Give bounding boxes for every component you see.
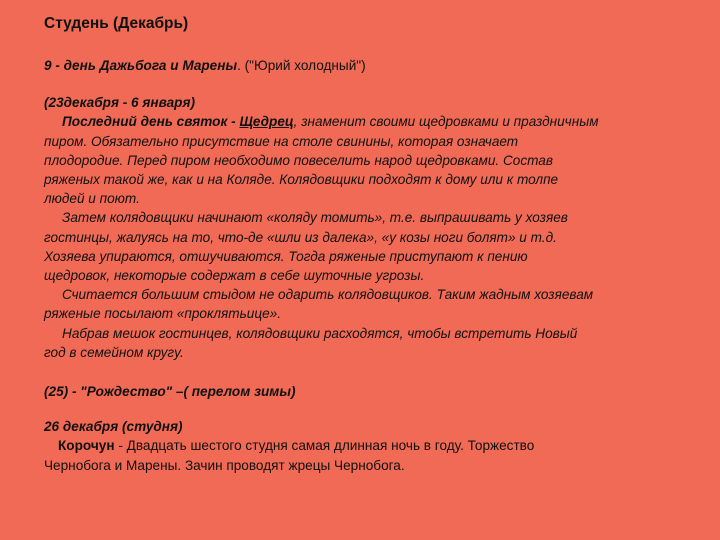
shchedrets-line-4: ряженых такой же, как и на Коляде. Колядовщики подходят к дому или к толпе: [44, 172, 559, 188]
shchedrets-line-7: гостинцы, жалуясь на то, что-де «шли из далека», «у козы ноги болят» и т.д.: [44, 229, 557, 245]
shchedrets-range: (23декабря - 6 января): [44, 95, 196, 111]
shchedrets-line-10: Считается большим стыдом не одарить колядовщиков. Таким жадным хозяевам: [62, 287, 594, 303]
day-26-line-1: [44, 436, 680, 455]
day-26-date: 26 декабря (студня): [44, 419, 183, 435]
day-9-date: 9 - день Дажьбога и Марены: [44, 58, 238, 73]
shchedrets-line-12: Набрав мешок гостинцев, колядовщики расходятся, чтобы встретить Новый: [62, 325, 578, 341]
day-26-line-1-rest: - Двадцать шестого студня самая длинная ночь в году. Торжество: [114, 438, 535, 454]
page-title: Студень (Декабрь): [44, 15, 189, 32]
shchedrets-line-13: год в семейном кругу.: [44, 344, 184, 360]
shchedrets-line-9: щедровок, некоторые содержат в себе шуточные угрозы.: [44, 268, 425, 284]
shchedrets-line-11: ряженые посылают «проклятьице».: [44, 306, 282, 322]
shchedrets-line-5: людей и поют.: [44, 191, 140, 207]
shchedrets-line-1: [44, 112, 680, 131]
day-9-rest: . ("Юрий холодный"): [237, 58, 366, 73]
day-26-line-2: Чернобога и Марены. Зачин проводят жрецы Чернобога.: [44, 457, 405, 473]
shchedrets-heading-name: Щедрец: [239, 114, 294, 130]
day-26-name: Корочун: [58, 438, 115, 454]
shchedrets-line-2: пиром. Обязательно присутствие на столе свинины, которая означает: [44, 133, 519, 149]
shchedrets-heading-prefix: Последний день святок -: [62, 114, 240, 130]
shchedrets-line-1-rest: , знаменит своими щедровками и праздничным: [293, 114, 599, 130]
shchedrets-line-8: Хозяева упираются, отшучиваются. Тогда ряженые приступают к пению: [44, 248, 528, 264]
shchedrets-line-3: плодородие. Перед пиром необходимо повеселить народ щедровками. Состав: [44, 152, 553, 168]
day-9-line: [44, 56, 680, 75]
day-25-line: (25) - "Рождество" –( перелом зимы): [44, 384, 296, 400]
shchedrets-line-6: Затем колядовщики начинают «коляду томить», т.е. выпрашивать у хозяев: [62, 210, 568, 226]
